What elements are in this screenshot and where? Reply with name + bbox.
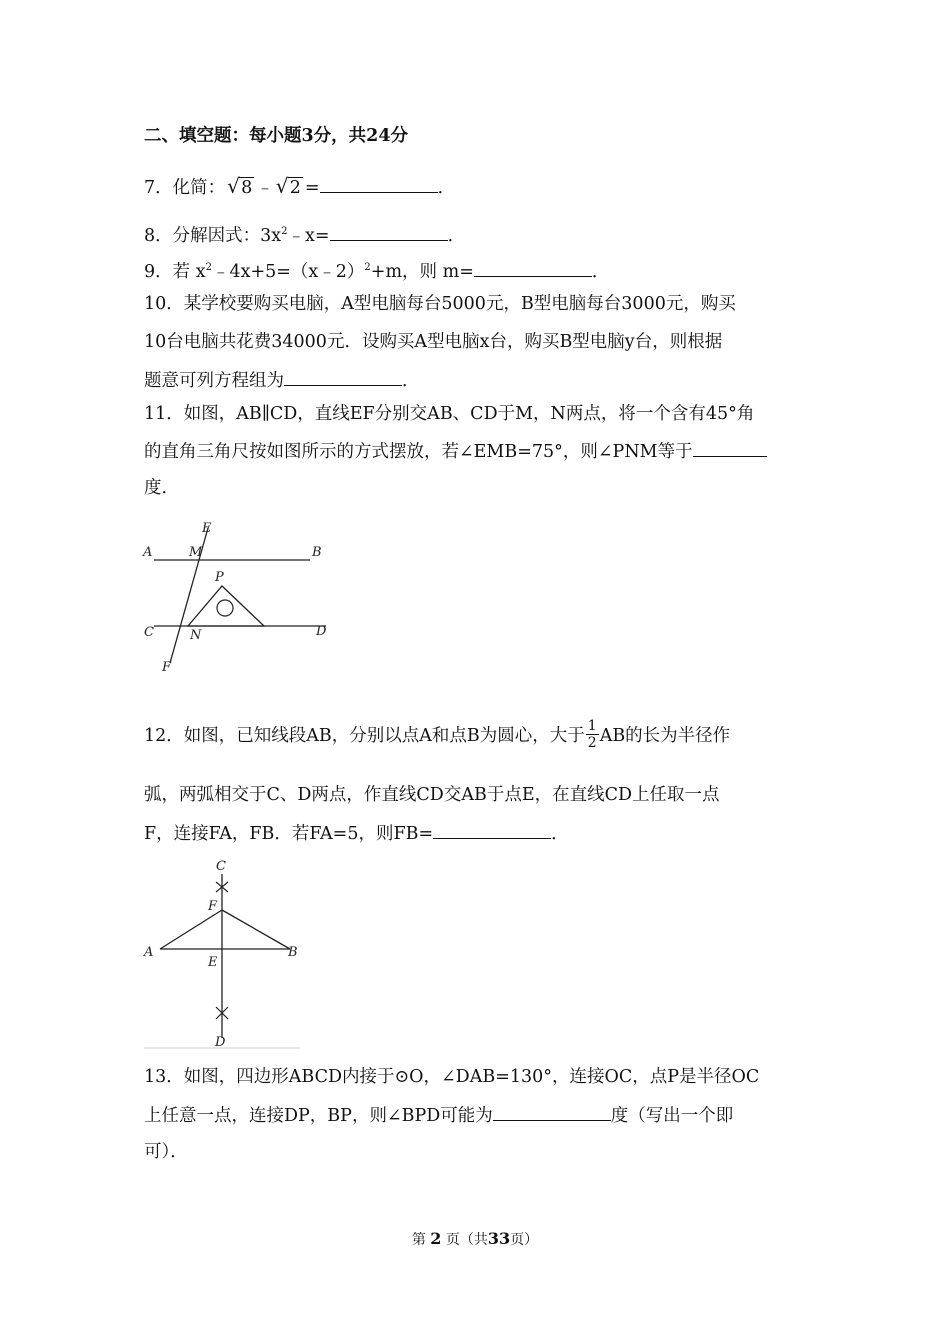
- question-10-line2: 10台电脑共花费34000元．设购买A型电脑x台，购买B型电脑y台，则根据: [144, 332, 723, 352]
- q9-mid: ﹣4x+5=（x﹣2）: [211, 262, 365, 282]
- q12-line1-suffix: AB的长为半径作: [599, 726, 731, 746]
- answer-blank-8[interactable]: [330, 222, 448, 241]
- question-13-line2: [144, 1102, 733, 1128]
- frac-den: 2: [587, 735, 597, 751]
- q7-end: ．: [437, 178, 456, 198]
- label-f: F: [162, 660, 172, 675]
- label-c: C: [144, 625, 154, 640]
- q9-sup2: 2: [364, 262, 371, 273]
- ruler-hole: [217, 600, 233, 616]
- label-b: B: [288, 945, 298, 960]
- sqrt-8-arg: 8: [241, 178, 253, 198]
- question-8: [144, 220, 465, 248]
- question-7: [144, 174, 455, 200]
- answer-blank-13[interactable]: [493, 1102, 611, 1121]
- label-d: D: [215, 1035, 226, 1050]
- label-b: B: [312, 545, 322, 560]
- question-12-line3: [144, 820, 569, 846]
- q9-sup1: 2: [205, 262, 212, 273]
- q7-eq: =: [304, 178, 320, 198]
- total-pages: 33: [487, 1229, 511, 1248]
- q13-line2-suffix: 度（写出一个即: [610, 1106, 734, 1126]
- fraction-one-half: [586, 718, 599, 751]
- triangle-ruler: [188, 586, 264, 626]
- section-title: 二、填空题：每小题3分，共24分: [144, 126, 409, 146]
- page-footer: [0, 1229, 950, 1249]
- figure-q11: [140, 518, 340, 678]
- question-9: [144, 256, 609, 284]
- answer-blank-10[interactable]: [284, 367, 402, 386]
- q13-line2-prefix: 上任意一点，连接DP，BP，则∠BPD可能为: [144, 1106, 493, 1126]
- question-10-line1: 10．某学校要购买电脑，A型电脑每台5000元，B型电脑每台3000元，购买: [144, 294, 736, 314]
- q9-rest: +m，则 m=: [370, 262, 474, 282]
- q12-line1-prefix: 12．如图，已知线段AB，分别以点A和点B为圆心，大于: [144, 726, 585, 746]
- q8-end: ．: [447, 226, 466, 246]
- frac-num: 1: [587, 718, 597, 734]
- label-c: C: [216, 859, 226, 874]
- q9-prefix: 9．若 x: [144, 262, 206, 282]
- sqrt-2-arg: 2: [289, 178, 301, 198]
- label-p: P: [215, 570, 224, 585]
- label-e: E: [202, 521, 212, 536]
- q12-line3-prefix: F，连接FA，FB．若FA=5，则FB=: [144, 824, 434, 844]
- answer-blank-9[interactable]: [474, 258, 592, 277]
- question-13-line3: 可）．: [144, 1142, 188, 1162]
- question-12-line1: [144, 720, 730, 753]
- question-11-line2: [144, 438, 767, 464]
- label-d: D: [316, 624, 327, 639]
- label-n: N: [190, 628, 202, 643]
- footer-suffix: 页）: [510, 1232, 539, 1248]
- question-13-line1: 13．如图，四边形ABCD内接于⊙O，∠DAB=130°，连接OC，点P是半径OC: [144, 1067, 760, 1087]
- label-e: E: [208, 955, 218, 970]
- footer-prefix: 第: [411, 1232, 426, 1248]
- q10-end: ．: [402, 371, 420, 391]
- question-12-line2: 弧，两弧相交于C、D两点，作直线CD交AB于点E，在直线CD上任取一点: [144, 785, 720, 805]
- q7-minus: ﹣: [256, 178, 274, 198]
- sqrt-8: √ 8: [227, 174, 253, 198]
- question-11-line3: 度．: [144, 478, 179, 498]
- segment-fb: [222, 910, 290, 949]
- footer-mid: 页（共: [445, 1232, 488, 1248]
- label-a: A: [144, 945, 154, 960]
- q8-sup: 2: [281, 226, 288, 237]
- q7-prefix: 7．化简：: [144, 178, 226, 198]
- q8-rest: ﹣x=: [287, 226, 330, 246]
- sqrt-2: √ 2: [275, 174, 301, 198]
- question-10-line3: [144, 367, 420, 393]
- label-a: A: [143, 545, 153, 560]
- answer-blank-12[interactable]: [433, 820, 551, 839]
- label-f: F: [208, 899, 218, 914]
- q10-line3-prefix: 题意可列方程组为: [144, 371, 284, 391]
- answer-blank-11[interactable]: [693, 438, 767, 457]
- label-m: M: [189, 545, 203, 560]
- q8-prefix: 8．分解因式：3x: [144, 226, 282, 246]
- q11-line2-prefix: 的直角三角尺按如图所示的方式摆放，若∠EMB=75°，则∠PNM等于: [144, 442, 693, 462]
- segment-fa: [160, 910, 222, 949]
- question-11-line1: 11．如图，AB∥CD，直线EF分别交AB、CD于M，N两点，将一个含有45°角: [144, 404, 755, 424]
- answer-blank-7[interactable]: [320, 174, 438, 193]
- q9-end: ．: [591, 262, 610, 282]
- page-number: 2: [430, 1229, 442, 1248]
- figure-q12: [140, 852, 310, 1052]
- q12-end: ．: [551, 824, 569, 844]
